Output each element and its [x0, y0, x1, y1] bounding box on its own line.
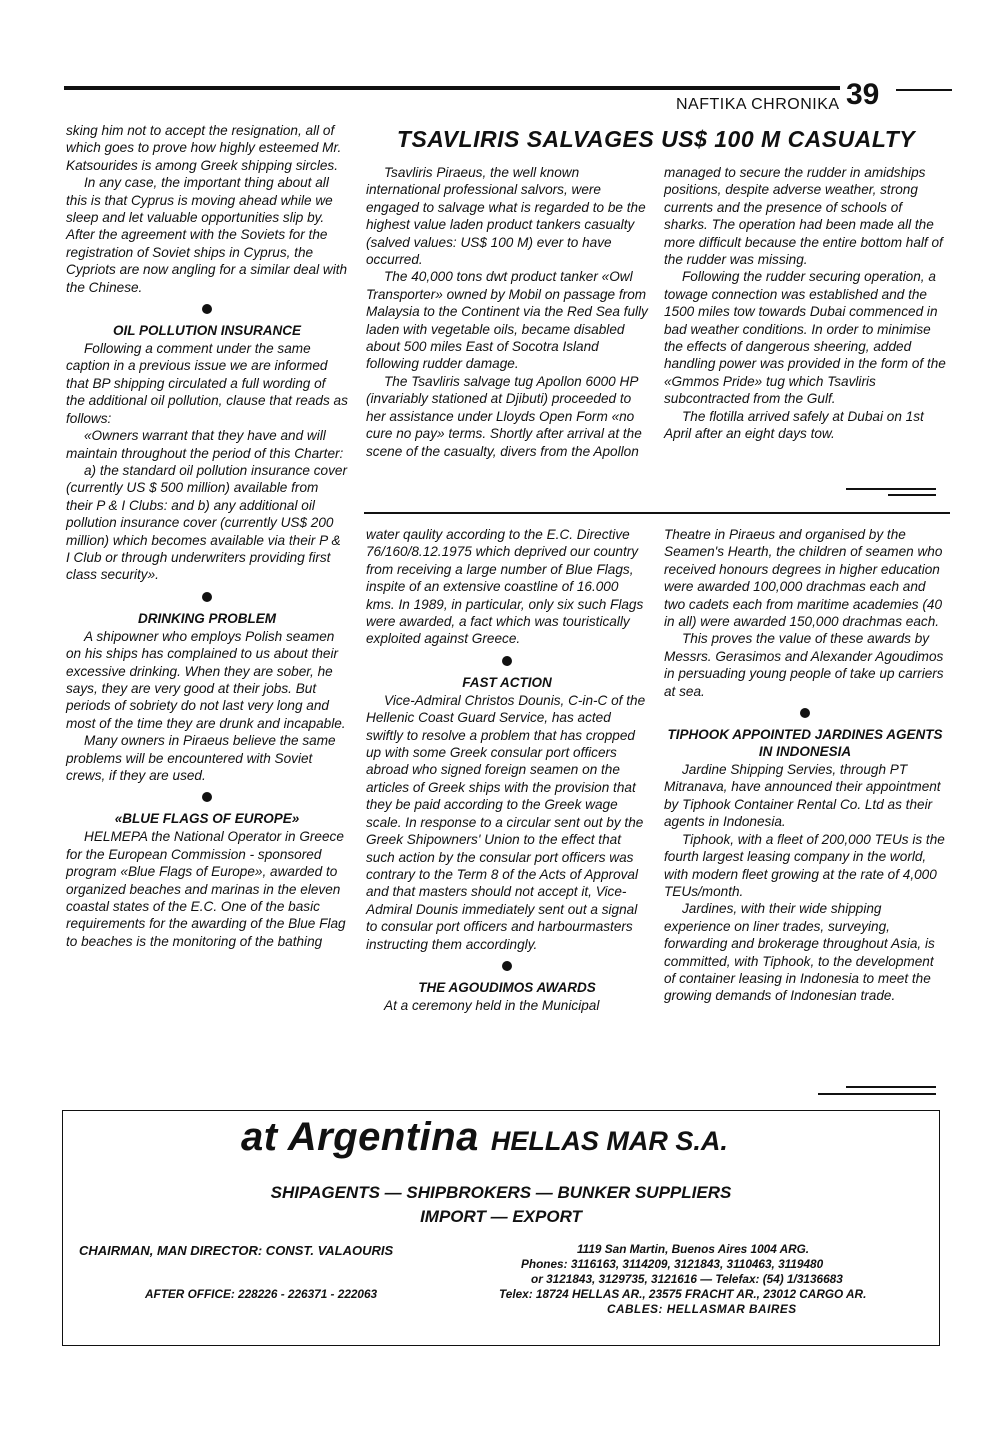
main-article-paragraph: The Tsavliris salvage tug Apollon 6000 HP (invariably stationed at Djibuti) proceeded to her assistance under Lloyds Open Form «no cure no pay» terms. Shortly after arrival at the scene of the casualty, divers from the Apollon	[366, 373, 642, 459]
advert-brand-location: at Argentina	[241, 1115, 479, 1159]
main-article-col1	[366, 164, 648, 460]
right-column	[664, 526, 946, 1005]
hellas-mar-advert	[62, 1110, 940, 1346]
oil-pollution-paragraph: a) the standard oil pollution insurance cover (currently US $ 500 million) available from their P & I Clubs: and b) any additional oil pollution insurance cover (currently US$ 200 million) which becomes available via their P & I Club or through underwriters providing first class security».	[66, 462, 347, 583]
blue-flags-paragraph: HELMEPA the National Operator in Greece for the European Commission - sponsored program «Blue Flags of Europe», awarded to organized beaches and marinas in the eleven coastal states of the E.C. One of the basic requirements for the awarding of the Blue Flag to beaches is the monitoring of the bathing	[66, 829, 346, 949]
main-article-title: TSAVLIRIS SALVAGES US$ 100 M CASUALTY	[396, 126, 916, 152]
section-bullet	[202, 792, 212, 802]
advert-phones-telefax: or 3121843, 3129735, 3121616 — Telefax: (54) 1/3136683	[531, 1272, 843, 1286]
left-column	[66, 122, 348, 950]
header-rule-right	[896, 89, 952, 91]
section-bullet	[202, 592, 212, 602]
column-end-rule	[846, 1086, 936, 1088]
main-article-paragraph: The flotilla arrived safely at Dubai on 1st April after an eight days tow.	[664, 408, 924, 442]
tiphook-paragraph: Tiphook, with a fleet of 200,000 TEUs is the fourth largest leasing company in the world, with modern fleet growing at the rate of 4,000 TEUs/month.	[664, 831, 945, 899]
section-bullet	[202, 304, 212, 314]
middle-column	[366, 526, 648, 1014]
drinking-problem-paragraph: A shipowner who employs Polish seamen on his ships has complained to us about their excessive drinking. When they are sober, he says, they are very good at their jobs. But periods of sobriety do not last very long and most of the time they are drunk and incapable.	[66, 628, 346, 731]
agoudimos-awards-paragraph: Theatre in Piraeus and organised by the Seamen's Hearth, the children of seamen who received honours degrees in higher education were awarded 100,000 drachmas each and two cadets each from maritime academies (40 in all) were awarded 150,000 drachmas each.	[664, 527, 943, 630]
main-article-paragraph: managed to secure the rudder in amidships positions, despite adverse weather, strong currents and the presence of schools of sharks. The operation had been made all the more difficult because the entire bottom half of the rudder was missing.	[664, 165, 943, 268]
main-article-paragraph: Tsavliris Piraeus, the well known international professional salvors, were engaged to salvage what is regarded to be the highest value laden product tankers casualty (salved values: US$ 100 M) ever to have occurred.	[366, 165, 646, 268]
section-bullet	[502, 961, 512, 971]
blue-flags-paragraph: water qaulity according to the E.C. Directive 76/160/8.12.1975 which deprived our country from receiving a large number of Blue Flags, inspite of an extensive coastline of 16.000 kms. In 1989, in particular, only six such Flags were awarded, a fact which was touristically exploited against Greece.	[366, 527, 644, 647]
advert-telex: Telex: 18724 HELLAS AR., 23575 FRACHT AR., 23012 CARGO AR.	[499, 1287, 867, 1301]
fast-action-paragraph: Vice-Admiral Christos Dounis, C-in-C of the Hellenic Coast Guard Service, has acted swiftly to resolve a problem that has cropped up with some Greek consular port officers abroad who signed foreign seamen on the articles of Greek ships with the provision that they be paid according to the Greek wage scale. In response to a circular sent out by the Greek Shipowners' Union to the effect that such action by the consular port officers was contrary to the Term 8 of the Acts of Approval and that masters should not accept it, Vice-Admiral Dounis immediately sent out a signal to consular port officers and harbourmasters instructing them accordingly.	[366, 692, 646, 952]
advert-trade: IMPORT — EXPORT	[420, 1207, 582, 1226]
blue-flags-heading: «BLUE FLAGS OF EUROPE»	[114, 811, 300, 827]
agoudimos-awards-paragraph: At a ceremony held in the Municipal	[384, 997, 600, 1013]
tiphook-paragraph: Jardine Shipping Servies, through PT Mitranava, have announced their appointment by Tiphook Container Rental Co. Ltd as their agents in Indonesia.	[664, 762, 941, 830]
header-rule-left	[64, 86, 840, 90]
publication-name: NAFTIKA CHRONIKA	[676, 96, 840, 113]
drinking-problem-paragraph: Many owners in Piraeus believe the same problems will be encountered with Soviet crews, if they are used.	[66, 733, 336, 783]
oil-pollution-paragraph: «Owners warrant that they have and will maintain throughout the period of this Charter:	[66, 428, 344, 461]
advert-after-office: AFTER OFFICE: 228226 - 226371 - 222063	[145, 1287, 378, 1301]
section-bullet	[502, 656, 512, 666]
main-article-col2	[664, 164, 946, 443]
tiphook-heading: TIPHOOK APPOINTED JARDINES AGENTS IN INDONESIA	[667, 727, 943, 760]
main-article-paragraph: Following the rudder securing operation, a towage connection was established and the 1500 miles tow towards Dubai commenced in bad weather conditions. In order to minimise the effects of dangerous sheering, added handling power was provided in the form of the «Gmmos Pride» tug which Tsavliris subcontracted from the Gulf.	[664, 269, 946, 407]
column-end-rule	[818, 1093, 936, 1095]
advert-services: SHIPAGENTS — SHIPBROKERS — BUNKER SUPPLIERS	[270, 1183, 732, 1202]
tiphook-paragraph: Jardines, with their wide shipping experience on liner trades, surveying, forwarding and brokerage throughout Asia, is committed, with Tiphook, to the development of container leasing in Indonesia to meet the growing demands of Indonesian trade.	[664, 901, 935, 1004]
advert-company-name: HELLAS MAR S.A.	[490, 1126, 728, 1156]
advert-chairman: CHAIRMAN, MAN DIRECTOR: CONST. VALAOURIS	[79, 1243, 394, 1258]
advert-address: 1119 San Martin, Buenos Aires 1004 ARG.	[577, 1242, 810, 1256]
advert-brand	[241, 1115, 728, 1160]
advert-cables: CABLES: HELLASMAR BAIRES	[607, 1302, 797, 1316]
article-end-rule	[846, 488, 936, 490]
oil-pollution-paragraph: Following a comment under the same caption in a previous issue we are informed that BP shipping circulated a full wording of the additional oil pollution, clause that reads as follows:	[66, 341, 348, 426]
intro-paragraph: sking him not to accept the resignation, all of which goes to prove how highly esteemed Mr. Katsourides is among Greek shipping sircles.	[66, 123, 342, 173]
intro-paragraph: In any case, the important thing about all this is that Cyprus is moving ahead while we sleep and let valuable opportunities slip by. After the agreement with the Soviets for the registration of Soviet ships in Cyprus, the Cypriots are now angling for a similar deal with the Chinese.	[66, 175, 348, 295]
article-separator-rule	[364, 512, 950, 514]
drinking-problem-heading: DRINKING PROBLEM	[138, 610, 276, 626]
fast-action-heading: FAST ACTION	[462, 674, 552, 690]
advert-phones: Phones: 3116163, 3114209, 3121843, 3110463, 3119480	[521, 1257, 824, 1271]
article-end-rule	[888, 494, 936, 496]
page-number: 39	[846, 78, 880, 111]
agoudimos-awards-heading: THE AGOUDIMOS AWARDS	[418, 979, 596, 995]
section-bullet	[800, 708, 810, 718]
agoudimos-awards-paragraph: This proves the value of these awards by Messrs. Gerasimos and Alexander Agoudimos in persuading young people of take up carriers at sea.	[664, 631, 944, 699]
oil-pollution-heading: OIL POLLUTION INSURANCE	[112, 323, 301, 339]
main-article-paragraph: The 40,000 tons dwt product tanker «Owl Transporter» owned by Mobil on passage from Malaysia to the Continent via the Red Sea fully laden with vegetable oils, became disabled about 500 miles East of Socotra Island following rudder damage.	[366, 269, 648, 372]
